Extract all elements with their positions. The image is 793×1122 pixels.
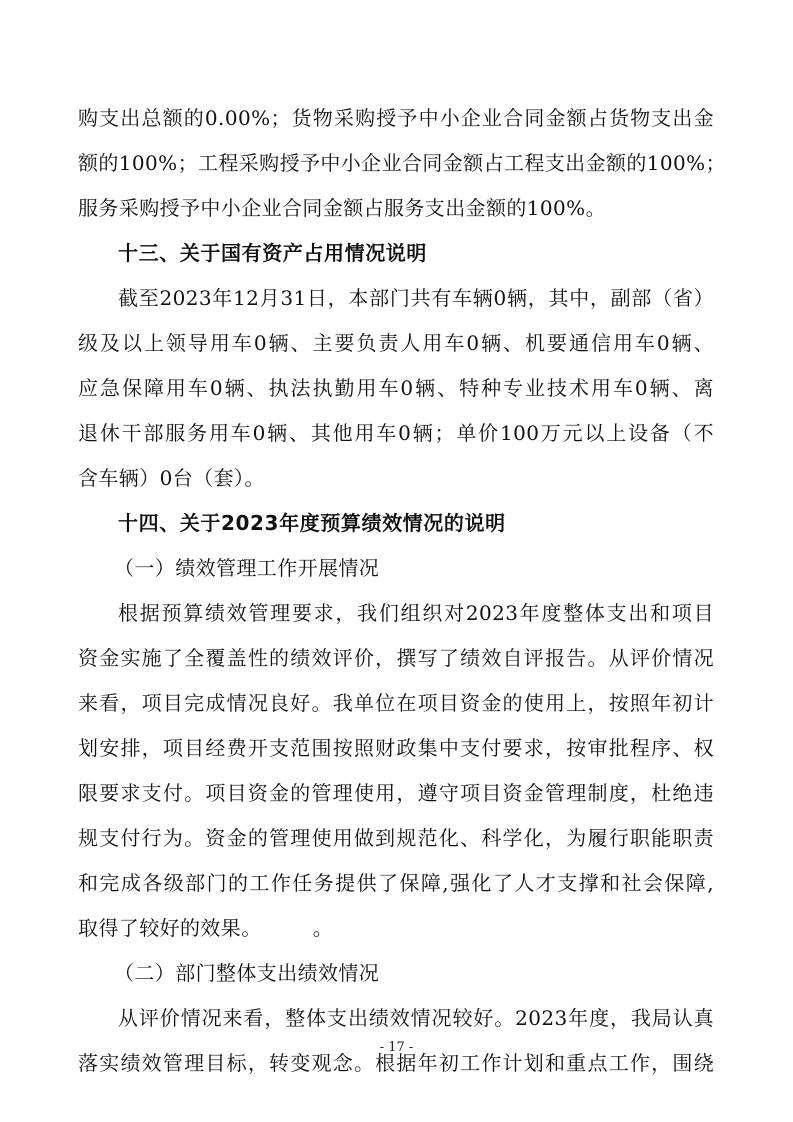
body-line: 含车辆）0台（套）。 bbox=[78, 466, 265, 490]
page-number: - 17 - bbox=[379, 1040, 414, 1055]
body-line: 取得了较好的效果。 。 bbox=[78, 916, 334, 940]
body-line: 额的100%；工程采购授予中小企业合同金额占工程支出金额的100%； bbox=[78, 151, 726, 175]
body-line: 购支出总额的0.00%；货物采购授予中小企业合同金额占货物支出金 bbox=[78, 106, 714, 130]
section-heading-13: 十三、关于国有资产占用情况说明 bbox=[118, 241, 427, 265]
body-line: 限要求支付。项目资金的管理使用，遵守项目资金管理制度，杜绝违 bbox=[78, 781, 714, 805]
body-line: 规支付行为。资金的管理使用做到规范化、科学化，为履行职能职责 bbox=[78, 826, 714, 850]
body-line: 来看，项目完成情况良好。我单位在项目资金的使用上，按照年初计 bbox=[78, 691, 714, 715]
body-line: 截至2023年12月31日，本部门共有车辆0辆，其中，副部（省） bbox=[118, 286, 714, 310]
subsection-heading-2: （二）部门整体支出绩效情况 bbox=[114, 961, 380, 985]
body-line: 级及以上领导用车0辆、主要负责人用车0辆、机要通信用车0辆、 bbox=[78, 331, 714, 355]
body-line: 从评价情况来看，整体支出绩效情况较好。2023年度，我局认真 bbox=[118, 1006, 714, 1030]
body-line: 落实绩效管理目标，转变观念。根据年初工作计划和重点工作，围绕 bbox=[78, 1051, 714, 1075]
body-line: 根据预算绩效管理要求，我们组织对2023年度整体支出和项目 bbox=[118, 601, 714, 625]
body-line: 和完成各级部门的工作任务提供了保障,强化了人才支撑和社会保障, bbox=[78, 871, 714, 895]
subsection-heading-1: （一）绩效管理工作开展情况 bbox=[114, 556, 380, 580]
body-line: 退休干部服务用车0辆、其他用车0辆；单价100万元以上设备（不 bbox=[78, 421, 714, 445]
body-line: 划安排，项目经费开支范围按照财政集中支付要求，按审批程序、权 bbox=[78, 736, 714, 760]
body-line: 应急保障用车0辆、执法执勤用车0辆、特种专业技术用车0辆、离 bbox=[78, 376, 714, 400]
body-line: 服务采购授予中小企业合同金额占服务支出金额的100%。 bbox=[78, 196, 606, 220]
body-line: 资金实施了全覆盖性的绩效评价，撰写了绩效自评报告。从评价情况 bbox=[78, 646, 714, 670]
section-heading-14: 十四、关于2023年度预算绩效情况的说明 bbox=[118, 511, 506, 535]
document-page bbox=[78, 100, 726, 1081]
